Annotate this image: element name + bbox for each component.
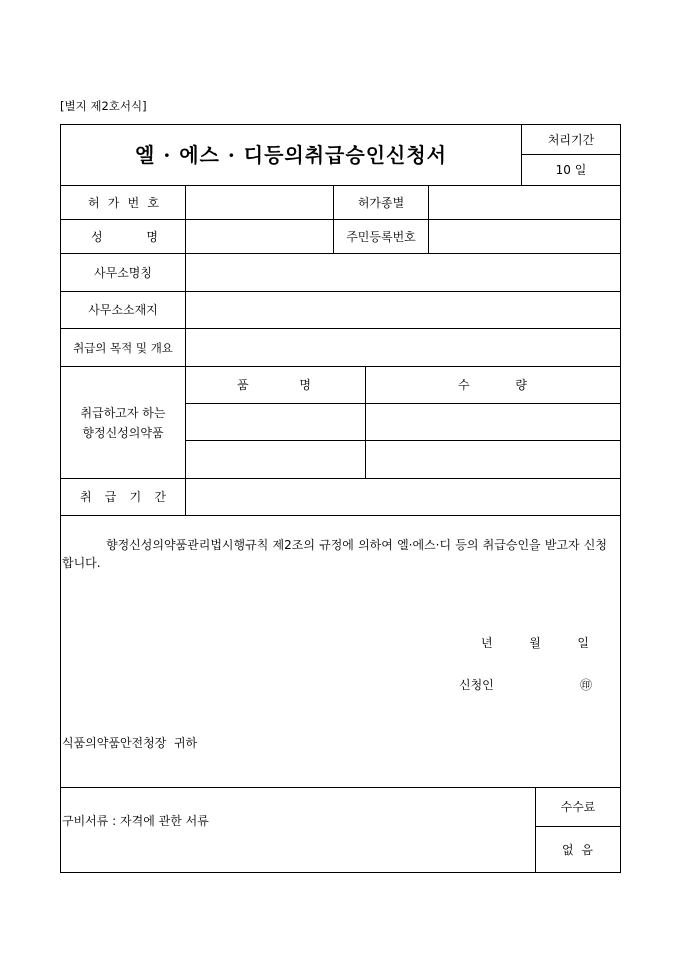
permit-number-field[interactable]: [185, 186, 333, 219]
form-title: 엘 · 에스 · 디등의취급승인신청서: [135, 143, 447, 167]
office-address-field[interactable]: [185, 292, 620, 328]
fee-value: 없 음: [562, 842, 593, 857]
applicant-signature: [459, 677, 592, 693]
office-name-field[interactable]: [185, 254, 620, 291]
drug-section: [60, 366, 621, 478]
purpose-field[interactable]: [185, 329, 620, 366]
period-label: 취 급 기 간: [80, 490, 166, 504]
name-row: [60, 219, 621, 253]
title-row: [60, 124, 621, 185]
permit-type-label: 허가종별: [333, 186, 428, 219]
drug-table-header: [186, 367, 620, 403]
permit-row: [60, 185, 621, 219]
date-line: 년 월 일: [481, 636, 589, 650]
drug-table: [185, 367, 620, 478]
seal-icon: ㊞: [579, 678, 592, 692]
application-form: [60, 124, 621, 873]
item-name-field[interactable]: [186, 441, 365, 478]
applicant-label: 신청인: [459, 678, 494, 692]
drug-label-line-2: 향정신성의약품: [82, 425, 164, 440]
drug-label: [81, 403, 166, 443]
required-docs-cell: [61, 788, 535, 872]
permit-number-label-cell: [61, 186, 185, 219]
drug-label-cell: [61, 367, 185, 478]
quantity-header-cell: [365, 367, 620, 403]
name-field[interactable]: [185, 220, 333, 253]
quantity-field[interactable]: [365, 441, 620, 478]
processing-period-label: 처리기간: [547, 132, 595, 147]
item-name-field[interactable]: [186, 404, 365, 440]
fee-value-cell: [536, 826, 620, 872]
form-number-label: [별지 제2호서식]: [60, 99, 147, 113]
declaration-text: 향정신성의약품관리법시행규칙 제2조의 규정에 의하여 엘·에스·디 등의 취급승인을 받고자 신청합니다.: [62, 538, 607, 570]
required-docs: 구비서류 : 자격에 관한 서류: [62, 814, 209, 828]
item-name-header: 품 명: [237, 378, 311, 392]
office-name-label: 사무소명칭: [94, 265, 152, 280]
form-title-cell: [61, 125, 521, 185]
processing-period-box: [521, 125, 620, 185]
drug-label-line-1: 취급하고자 하는: [80, 405, 166, 420]
purpose-label: 취급의 목적 및 개요: [73, 340, 173, 355]
permit-number-label: 허 가 번 호: [88, 195, 159, 210]
fee-label: 수수료: [560, 800, 596, 814]
recipient: 식품의약품안전청장 귀하: [62, 736, 198, 750]
quantity-header: 수 량: [458, 378, 527, 392]
period-field[interactable]: [185, 479, 620, 515]
quantity-field[interactable]: [365, 404, 620, 440]
office-address-label: 사무소소재지: [88, 303, 158, 317]
name-label-cell: [61, 220, 185, 253]
item-name-header-cell: [186, 367, 365, 403]
office-address-row: [60, 291, 621, 328]
fee-box: [535, 788, 620, 872]
processing-period-value: 10 일: [522, 154, 620, 185]
name-label: 성 명: [91, 229, 158, 244]
declaration-section: [61, 516, 620, 787]
table-row: [186, 403, 620, 440]
permit-type-field[interactable]: [428, 186, 620, 219]
resident-number-label: 주민등록번호: [333, 220, 428, 253]
table-row: [186, 440, 620, 478]
office-name-row: [60, 253, 621, 291]
period-row: [60, 478, 621, 515]
declaration-row: [60, 515, 621, 787]
footer-row: [60, 787, 621, 873]
resident-number-field[interactable]: [428, 220, 620, 253]
period-label-cell: [61, 479, 185, 515]
purpose-row: [60, 328, 621, 366]
